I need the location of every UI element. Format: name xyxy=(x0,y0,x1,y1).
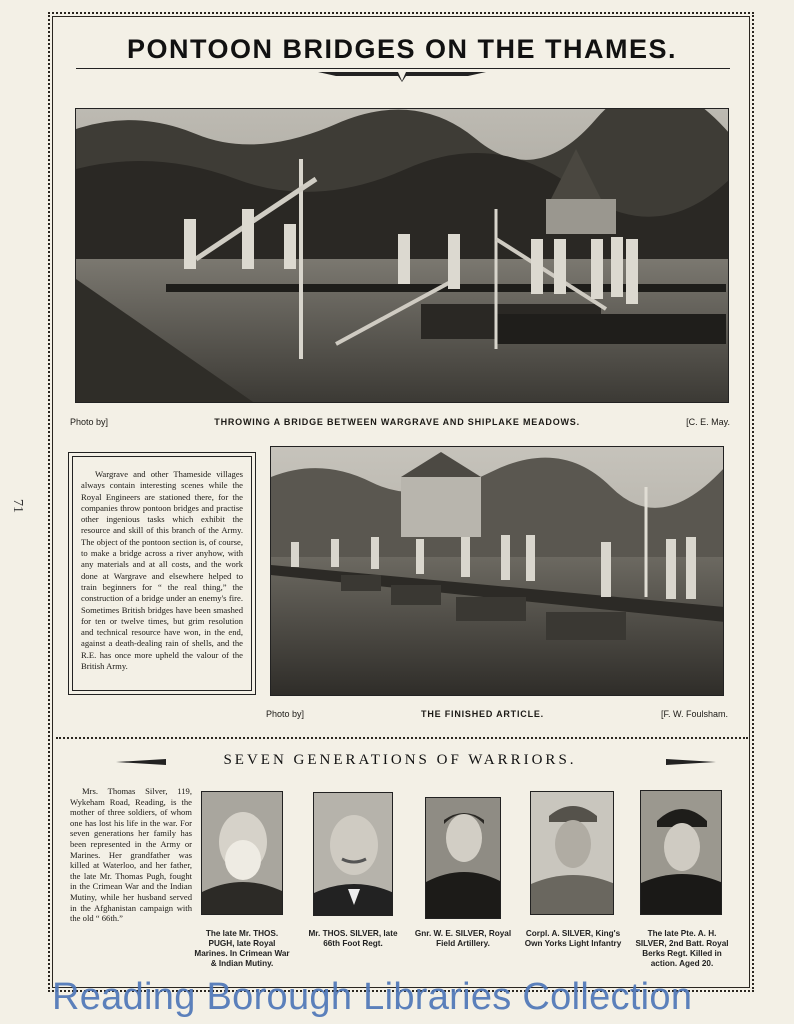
title-ornament xyxy=(318,71,486,83)
watermark: Reading Borough Libraries Collection xyxy=(52,976,693,1018)
caption-we-silver: Gnr. W. E. SILVER, Royal Field Artillery. xyxy=(414,929,512,948)
portrait-thos-pugh xyxy=(201,791,283,915)
caption-thos-silver: Mr. THOS. SILVER, late 66th Foot Regt. xyxy=(308,929,398,948)
section-ornament-right xyxy=(666,758,716,766)
portrait-ah-silver xyxy=(640,790,722,915)
portrait-a-silver xyxy=(530,791,614,915)
photo-bridge-construction xyxy=(75,108,729,403)
page-title: PONTOON BRIDGES ON THE THAMES. xyxy=(126,34,678,64)
photo2-credit-right: [F. W. Foulsham. xyxy=(660,709,728,719)
caption-ah-silver: The late Pte. A. H. SILVER, 2nd Batt. Royal Berks Regt. Killed in action. Aged 20. xyxy=(635,929,729,968)
warriors-intro: Mrs. Thomas Silver, 119, Wykeham Road, Reading, is the mother of three soldiers, of whom one has lost his life in the war. For seven generations her family has been represented in the Army or Marines. Her grandfather was killed at Waterloo, and her father, the late Mr. Thomas Pugh, fought in the Crimean War and the Indian Mutiny, while her husband served in the Afghanistan campaign with the old “ 66th.” xyxy=(70,786,192,924)
photo-finished-bridge xyxy=(270,446,724,696)
caption-a-silver: Corpl. A. SILVER, King's Own Yorks Light Infantry xyxy=(524,929,622,948)
caption-thos-pugh: The late Mr. THOS. PUGH, late Royal Marines. In Crimean War & Indian Mutiny. xyxy=(194,929,290,968)
photo1-caption-row xyxy=(70,417,730,427)
title-rule xyxy=(76,68,730,69)
article-text: Wargrave and other Thameside villages always contain interesting scenes while the Royal Engineers are stationed there, for the companies throw pontoon bridges and practise other ingenious tasks which exhibit the resource and skill of this branch of the Army. The object of the pontoon section is, of course, to make a bridge across a river anyhow, with any materials and at all costs, and the work done at Wargrave and elsewhere helped to train beginners for “ the real thing,” the construction of a bridge under an enemy's fire. Sometimes British bridges have been smashed for ten or twelve times, but grim resolution and technical resource have won, in the end, against a death-dealing rain of shells, and the R.E. has once more upheld the valour of the British Army. xyxy=(72,456,252,691)
photo2-caption: THE FINISHED ARTICLE. xyxy=(421,709,544,719)
section-title: SEVEN GENERATIONS OF WARRIORS. xyxy=(223,752,577,768)
photo1-credit-right: [C. E. May. xyxy=(686,417,730,427)
section-divider xyxy=(56,737,748,739)
photo1-caption: THROWING A BRIDGE BETWEEN WARGRAVE AND SHIPLAKE MEADOWS. xyxy=(214,417,580,427)
page-number: 71 xyxy=(10,499,25,513)
photo2-caption-row xyxy=(266,709,728,719)
photo1-credit-left: Photo by] xyxy=(70,417,109,427)
article-box xyxy=(68,452,256,695)
portrait-thos-silver xyxy=(313,792,393,916)
photo2-credit-left: Photo by] xyxy=(266,709,305,719)
portrait-we-silver xyxy=(425,797,501,919)
